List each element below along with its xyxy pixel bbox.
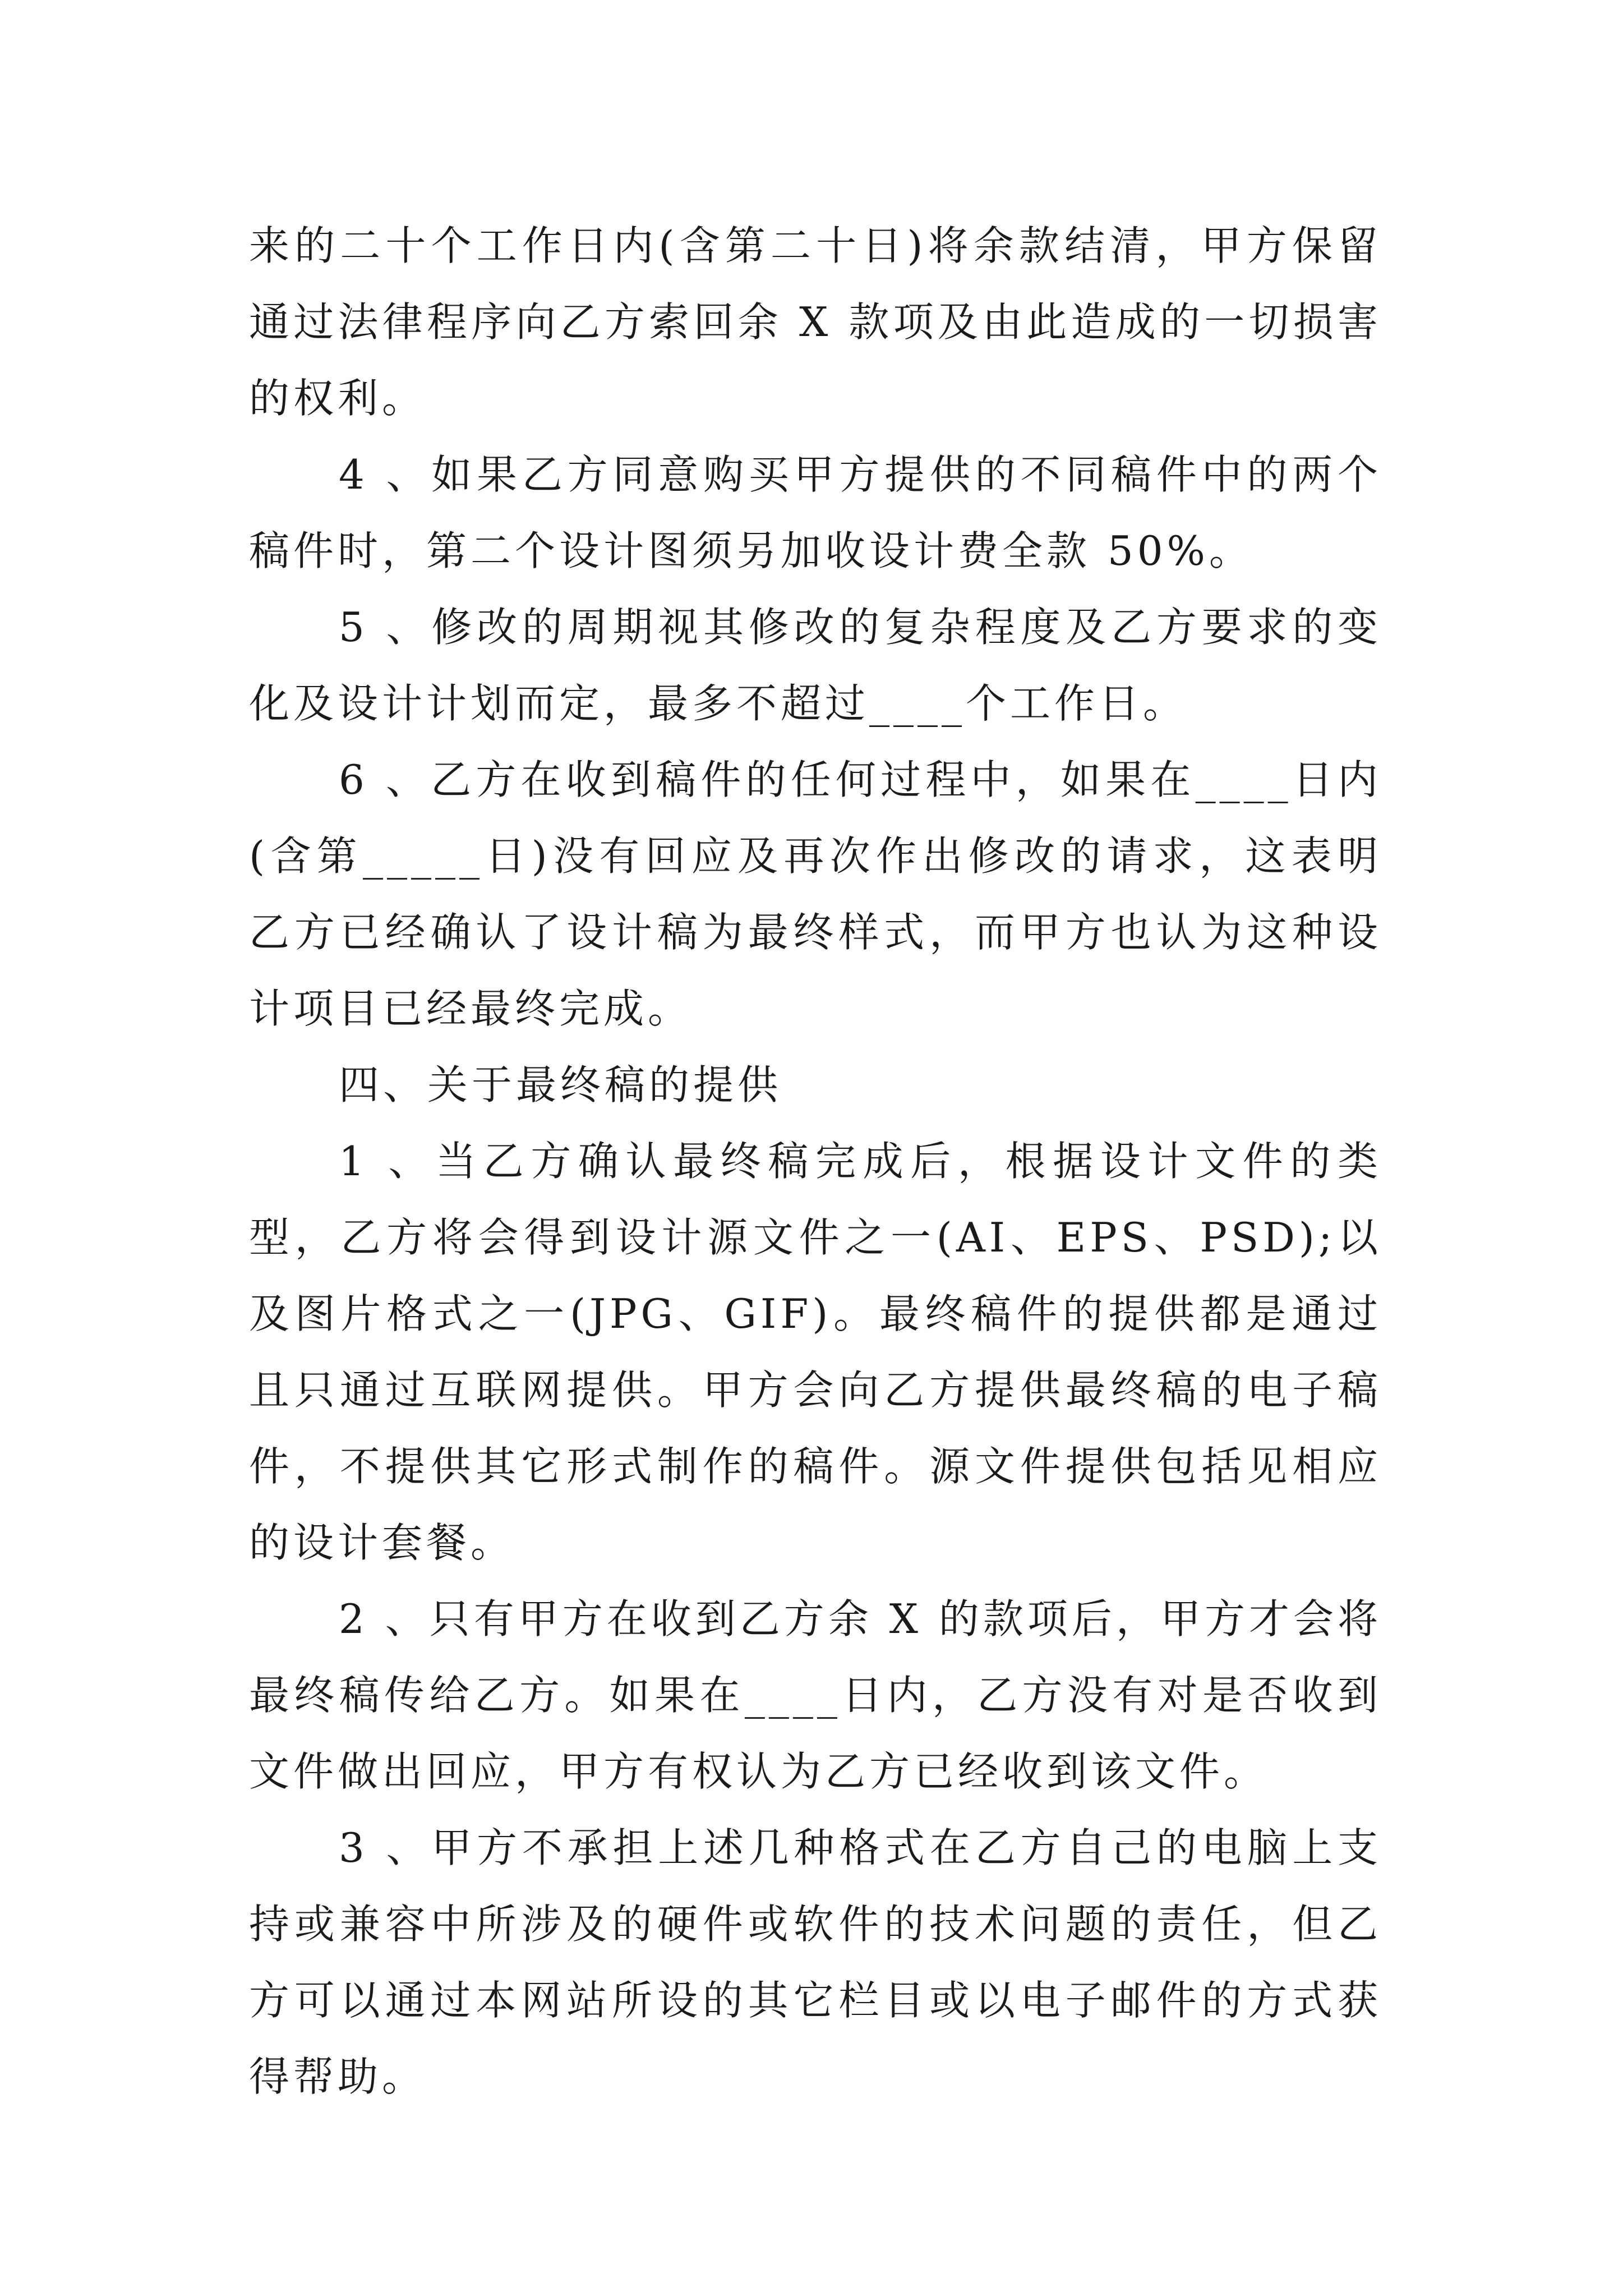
paragraph-clause-4: 4 、如果乙方同意购买甲方提供的不同稿件中的两个稿件时，第二个设计图须另加收设计费全款 50%。 [249, 451, 1382, 574]
document-body [249, 208, 1382, 2115]
paragraph-clause-3: 3 、甲方不承担上述几种格式在乙方自己的电脑上支持或兼容中所涉及的硬件或软件的技术问题的责任，但乙方可以通过本网站所设的其它栏目或以电子邮件的方式获得帮助。 [249, 1824, 1382, 2100]
paragraph-clause-2: 2 、只有甲方在收到乙方余 X 的款项后，甲方才会将最终稿传给乙方。如果在____日内，乙方没有对是否收到文件做出回应，甲方有权认为乙方已经收到该文件。 [249, 1595, 1382, 1795]
section-heading: 四、关于最终稿的提供 [339, 1061, 782, 1108]
paragraph-clause-6: 6 、乙方在收到稿件的任何过程中，如果在____日内(含第_____日)没有回应及再次作出修改的请求，这表明乙方已经确认了设计稿为最终样式，而甲方也认为这种设计项目已经最终完成。 [249, 756, 1382, 1032]
paragraph-continuation: 来的二十个工作日内(含第二十日)将余款结清，甲方保留通过法律程序向乙方索回余 X 款项及由此造成的一切损害的权利。 [249, 222, 1382, 422]
paragraph-clause-1: 1 、当乙方确认最终稿完成后，根据设计文件的类型，乙方将会得到设计源文件之一(AI、EPS、PSD);以及图片格式之一(JPG、GIF)。最终稿件的提供都是通过且只通过互联网提供。甲方会向乙方提供最终稿的电子稿件，不提供其它形式制作的稿件。源文件提供包括见相应的设计套餐。 [249, 1138, 1382, 1566]
paragraph-clause-5: 5 、修改的周期视其修改的复杂程度及乙方要求的变化及设计计划而定，最多不超过____个工作日。 [249, 604, 1382, 727]
